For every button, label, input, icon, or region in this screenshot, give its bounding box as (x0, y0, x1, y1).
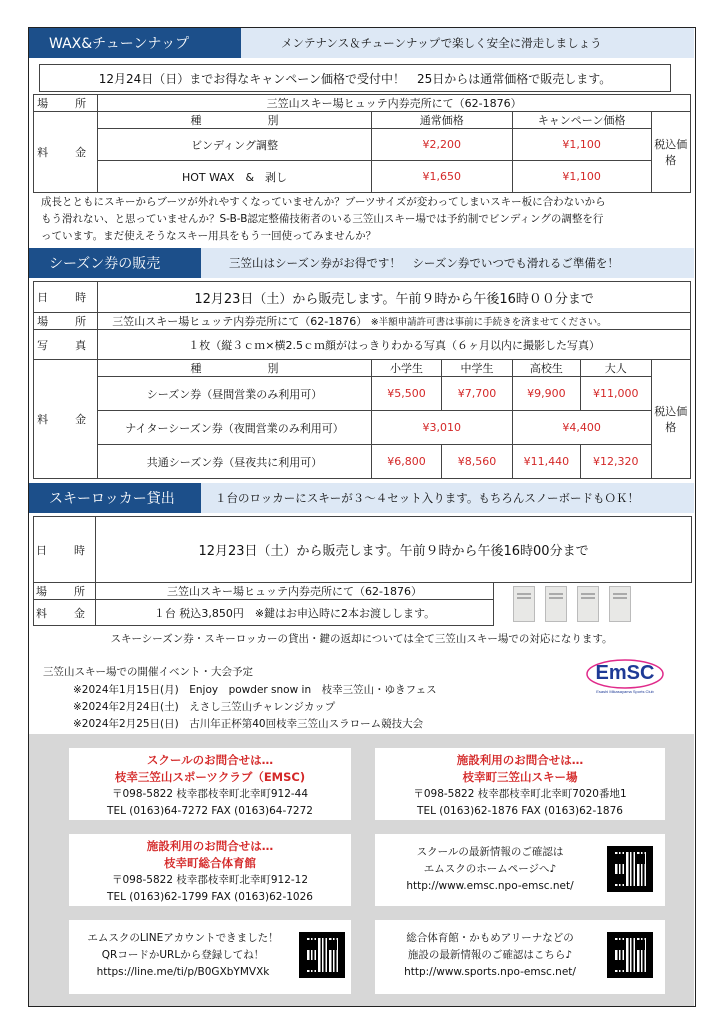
locker-place-label: 場 所 (34, 583, 96, 600)
season-row-name: 共通シーズン券（昼夜共に利用可） (98, 445, 372, 479)
locker-section-title: スキーロッカー貸出 (29, 483, 201, 513)
season-price: ¥6,800 (371, 445, 441, 479)
contact-heading: 施設利用のお問合せは… (146, 839, 274, 853)
locker-date: 12月23日（土）から販売します。午前９時から午後16時00分まで (96, 517, 692, 583)
season-place: 三笠山スキー場ヒュッテ内券売所にて（62-1876） (112, 315, 368, 328)
qr-card-line: エムスクのLINEアカウントできました！ (87, 932, 279, 944)
wax-place: 三笠山スキー場ヒュッテ内券売所にて（62-1876） (98, 95, 691, 112)
season-date: 12月23日（土）から販売します。午前９時から午後16時００分まで (98, 282, 691, 313)
season-price: ¥9,900 (512, 377, 580, 411)
qr-code-icon[interactable] (607, 846, 653, 892)
season-date-label: 日 時 (34, 282, 98, 313)
contact-card-gym (69, 834, 351, 906)
qr-code-icon[interactable] (607, 932, 653, 978)
wax-row-campaign: ¥1,100 (512, 129, 651, 161)
wax-tax-note: 税込価格 (651, 112, 690, 193)
qr-card-line (69, 920, 351, 994)
season-price: ¥3,010 (371, 411, 512, 445)
qr-code-icon[interactable] (299, 932, 345, 978)
wax-row-normal: ¥1,650 (371, 161, 512, 193)
logo-subtext: Esashi Mikasayama Sports Club (596, 689, 654, 694)
wax-col-campaign: キャンペーン価格 (512, 112, 651, 129)
season-col: 大人 (581, 360, 651, 377)
season-place-label: 場 所 (34, 313, 98, 330)
contact-panel (29, 734, 694, 1006)
locker-image (609, 586, 631, 622)
locker-fee-label: 料 金 (34, 600, 96, 626)
contact-address: 〒098-5822 枝幸郡枝幸町北幸町7020番地1 (413, 788, 627, 800)
season-photo-label: 写 真 (34, 330, 98, 360)
locker-image (577, 586, 599, 622)
season-col-kind: 種 別 (98, 360, 372, 377)
wax-row-normal: ¥2,200 (371, 129, 512, 161)
season-section-header (29, 248, 694, 278)
wax-fee-label: 料 金 (34, 112, 98, 193)
qr-card-line: スクールの最新情報のご確認は (416, 846, 564, 858)
qr-card-url[interactable]: http://www.emsc.npo-emsc.net/ (406, 880, 574, 892)
wax-section-header (29, 28, 694, 58)
contact-card-emsc (69, 748, 351, 820)
qr-card-line: 総合体育館・かもめアリーナなどの (406, 932, 574, 944)
events-list (73, 682, 573, 733)
season-row-name: ナイターシーズン券（夜間営業のみ利用可） (98, 411, 372, 445)
season-fee-label: 料 金 (34, 360, 98, 479)
season-price: ¥4,400 (512, 411, 651, 445)
wax-section-title: WAX&チューンナップ (29, 28, 241, 58)
season-row-name: シーズン券（昼間営業のみ利用可） (98, 377, 372, 411)
locker-fee: １台 税込3,850円 ※鍵はお申込時に2本お渡しします。 (96, 600, 494, 626)
season-price: ¥11,440 (512, 445, 580, 479)
contact-name: 枝幸町三笠山スキー場 (462, 770, 578, 784)
emsc-logo (585, 652, 669, 696)
qr-card-url[interactable]: https://line.me/ti/p/B0GXbYMVXk (96, 966, 270, 978)
wax-desc-line: 成長とともにスキーからブーツが外れやすくなっていませんか？ブーツサイズが変わってしまいスキー板に合わないから (41, 196, 606, 208)
contact-heading: スクールのお問合せは… (146, 753, 274, 767)
season-place-note: ※半額申請許可書は事前に手続きを済ませてください。 (370, 317, 607, 328)
event-item: ※2024年2月24日(土) えさし三笠山チャレンジカップ (73, 701, 336, 713)
qr-card-url[interactable]: http://www.sports.npo-emsc.net/ (404, 966, 576, 978)
wax-row-name: HOT WAX & 剥し (98, 161, 372, 193)
contact-phone: TEL (0163)64-7272 FAX (0163)64-7272 (107, 805, 313, 817)
season-price: ¥11,000 (581, 377, 651, 411)
contact-phone: TEL (0163)62-1799 FAX (0163)62-1026 (107, 891, 313, 903)
wax-row-campaign: ¥1,100 (512, 161, 651, 193)
event-item: ※2024年2月25日(日) 古川年正杯第40回枝幸三笠山スラローム競技大会 (73, 718, 424, 730)
wax-col-normal: 通常価格 (371, 112, 512, 129)
event-item: ※2024年1月15日(月) Enjoy powder snow in 枝幸三笠山・ゆきフェス (73, 684, 437, 696)
wax-place-label: 場 所 (34, 95, 98, 112)
season-photo: １枚（縦３ｃｍ×横2.5ｃｍ顔がはっきりわかる写真（６ヶ月以内に撮影した写真） (98, 330, 691, 360)
contact-phone: TEL (0163)62-1876 FAX (0163)62-1876 (417, 805, 623, 817)
contact-address: 〒098-5822 枝幸郡枝幸町北幸町912-12 (111, 874, 309, 886)
season-tax-note: 税込価格 (651, 360, 690, 479)
contact-name: 枝幸三笠山スポーツクラブ（EMSC) (114, 770, 306, 784)
season-table (33, 281, 691, 479)
flyer-page (28, 27, 696, 1007)
wax-desc-line: もう滑れない、と思っていませんか？S-B-B認定整備技術者のいる三笠山スキー場では予約制でビンディングの調整を行 (41, 213, 604, 225)
season-price: ¥8,560 (442, 445, 512, 479)
locker-note: スキーシーズン券・スキーロッカーの貸出・鍵の返却については全て三笠山スキー場での対応になります。 (110, 633, 613, 645)
contact-address: 〒098-5822 枝幸郡枝幸町北幸町912-44 (111, 788, 309, 800)
season-section-tagline: 三笠山はシーズン券がお得です！ シーズン券でいつでも滑れるご準備を！ (201, 248, 694, 278)
wax-section-tagline: メンテナンス＆チューンナップで楽しく安全に滑走しましょう (241, 28, 694, 58)
locker-date-label: 日 時 (34, 517, 96, 583)
contact-heading: 施設利用のお問合せは… (456, 753, 584, 767)
season-col: 中学生 (442, 360, 512, 377)
season-price: ¥7,700 (442, 377, 512, 411)
events-heading: 三笠山スキー場での開催イベント・大会予定 (43, 666, 253, 678)
qr-card-sports (375, 920, 665, 994)
wax-campaign-notice: 12月24日（日）までお得なキャンペーン価格で受付中！ 25日からは通常価格で販売します。 (39, 64, 671, 92)
season-section-title: シーズン券の販売 (29, 248, 201, 278)
wax-price-table (33, 94, 691, 193)
qr-card-website (375, 834, 665, 906)
season-price: ¥5,500 (371, 377, 441, 411)
season-place-cell (98, 313, 691, 330)
season-col: 小学生 (371, 360, 441, 377)
qr-card-line: QRコードかURLから登録してね！ (101, 949, 265, 961)
logo-text: EmSC (595, 662, 655, 684)
season-price: ¥12,320 (581, 445, 651, 479)
locker-image (545, 586, 567, 622)
contact-name: 枝幸町総合体育館 (164, 856, 256, 870)
locker-place: 三笠山スキー場ヒュッテ内券売所にて（62-1876） (96, 583, 494, 600)
locker-section-tagline: １台のロッカーにスキーが３～４セット入ります。もちろんスノーボードもＯＫ！ (201, 483, 694, 513)
locker-image (513, 586, 535, 622)
locker-images (513, 586, 631, 622)
qr-card-line: 施設の最新情報のご確認はこちら♪ (407, 949, 573, 961)
locker-section-header (29, 483, 694, 513)
wax-col-kind: 種 別 (98, 112, 372, 129)
wax-description (41, 194, 689, 245)
wax-row-name: ビンディング調整 (98, 129, 372, 161)
season-col: 高校生 (512, 360, 580, 377)
contact-card-ski-area (375, 748, 665, 820)
wax-desc-line: っています。まだ使えそうなスキー用具をもう一回使ってみませんか？ (41, 230, 377, 242)
qr-card-line: エムスクのホームページへ♪ (423, 863, 557, 875)
